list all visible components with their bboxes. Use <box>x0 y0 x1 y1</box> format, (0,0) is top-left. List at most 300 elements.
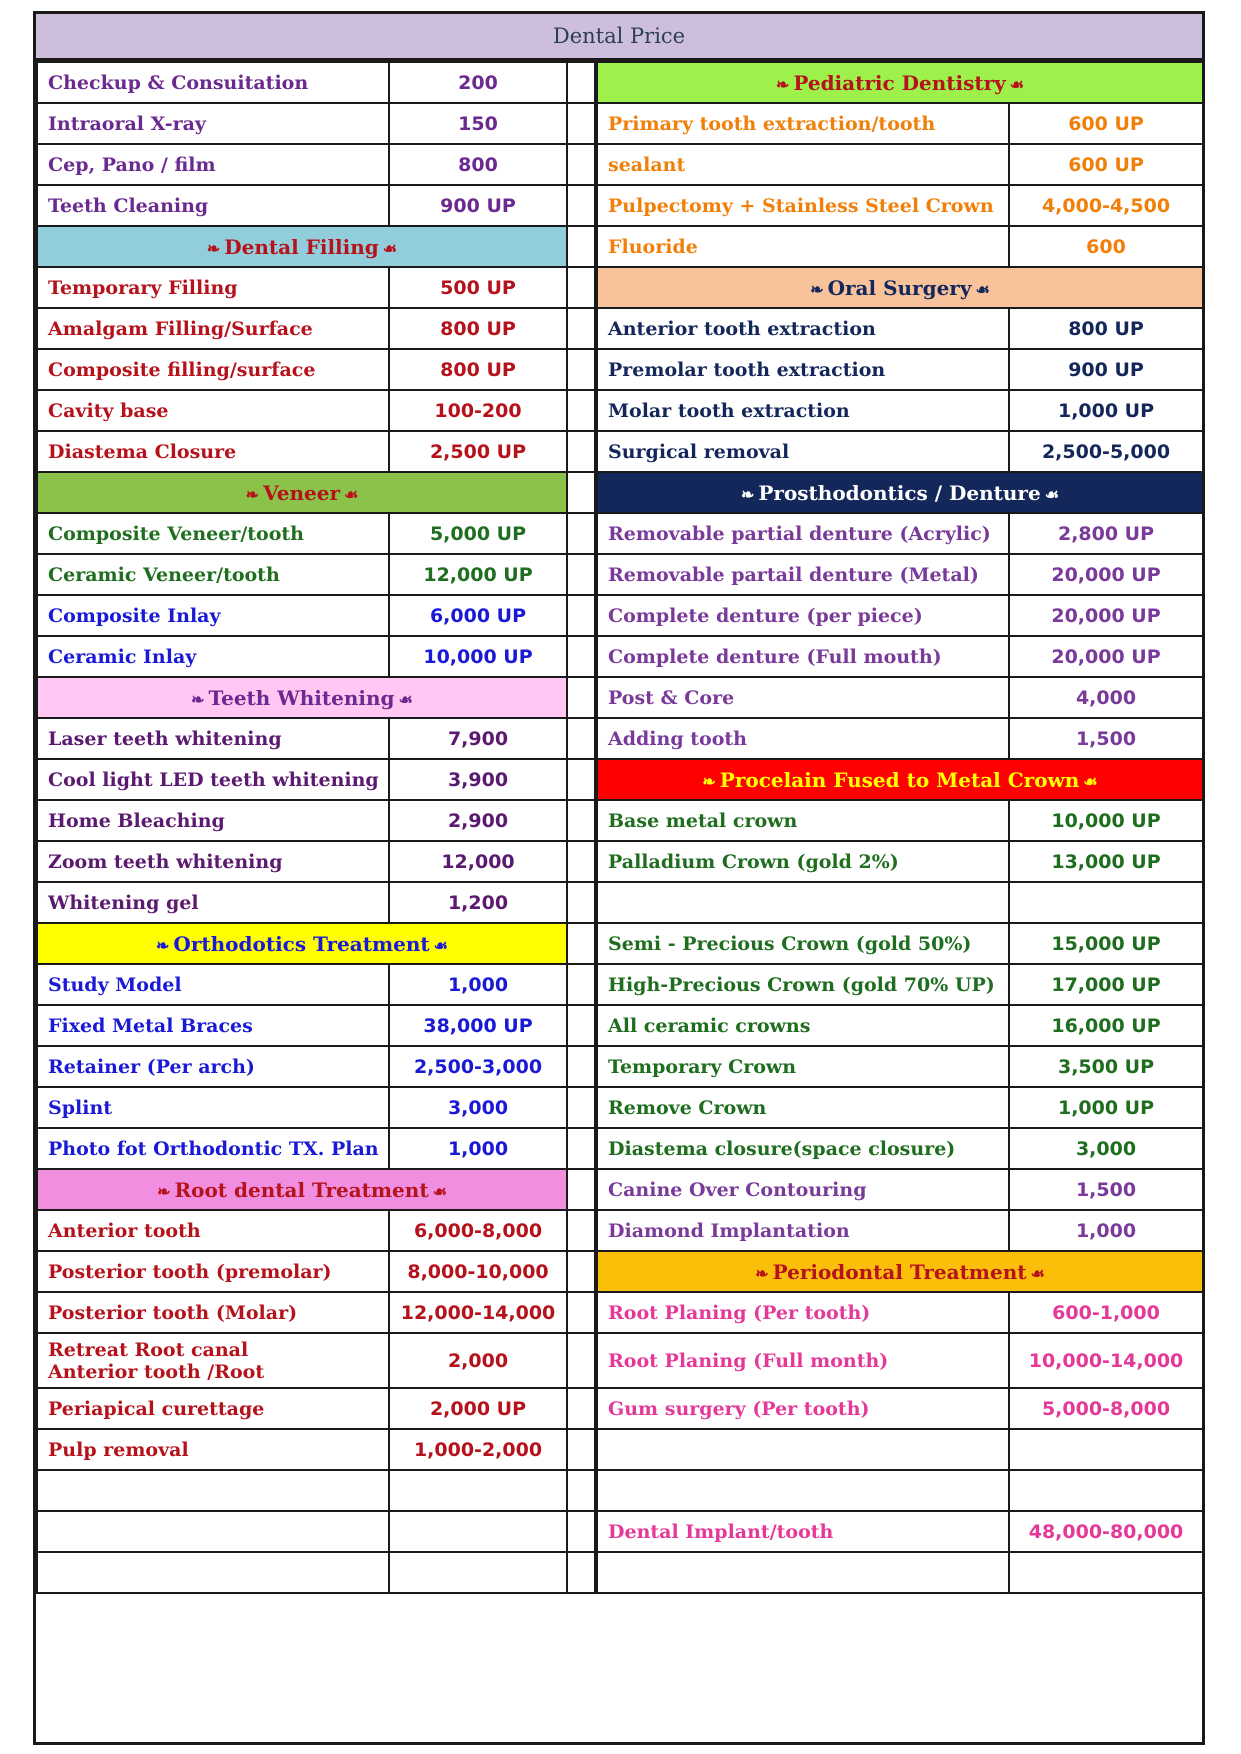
service-price: 1,000 <box>389 964 567 1005</box>
service-name: Pulp removal <box>37 1429 389 1470</box>
blank-row <box>37 1552 567 1593</box>
spacer-cell <box>567 718 595 759</box>
blank-cell <box>597 1429 1009 1470</box>
service-price: 12,000 <box>389 841 567 882</box>
spacer-cell <box>567 1005 595 1046</box>
service-price: 800 UP <box>389 308 567 349</box>
price-row <box>597 226 1203 267</box>
spacer-cell <box>567 472 595 513</box>
service-price: 3,500 UP <box>1009 1046 1203 1087</box>
section-title: Periodontal Treatment <box>772 1259 1027 1284</box>
service-price: 800 <box>389 144 567 185</box>
blank-cell <box>1009 1429 1203 1470</box>
spacer-row <box>567 226 595 267</box>
ornament-right-icon: ☙ <box>1009 74 1025 94</box>
spacer-row <box>567 1552 595 1593</box>
ornament-left-icon: ❧ <box>191 689 205 709</box>
service-price: 600 UP <box>1009 103 1203 144</box>
service-price: 3,000 <box>1009 1128 1203 1169</box>
spacer-row <box>567 554 595 595</box>
service-price: 6,000 UP <box>389 595 567 636</box>
price-row <box>37 349 567 390</box>
spacer-cell <box>567 1169 595 1210</box>
spacer-cell <box>567 308 595 349</box>
price-row <box>37 267 567 308</box>
price-row <box>37 144 567 185</box>
spacer-row <box>567 390 595 431</box>
ornament-right-icon: ☙ <box>1044 484 1060 504</box>
service-name: Whitening gel <box>37 882 389 923</box>
service-price: 6,000-8,000 <box>389 1210 567 1251</box>
price-row <box>597 800 1203 841</box>
section-title: Veneer <box>263 480 340 505</box>
section-title: Teeth Whitening <box>208 685 395 710</box>
ornament-left-icon: ❧ <box>156 935 170 955</box>
service-price: 48,000-80,000 <box>1009 1511 1203 1552</box>
service-price: 1,000 <box>1009 1210 1203 1251</box>
section-header-procelain-fused-to-metal-crown <box>597 759 1203 800</box>
spacer-cell <box>567 1552 595 1593</box>
service-name: Anterior tooth extraction <box>597 308 1009 349</box>
service-name: Cool light LED teeth whitening <box>37 759 389 800</box>
blank-row <box>37 1470 567 1511</box>
spacer-cell <box>567 103 595 144</box>
spacer-row <box>567 62 595 103</box>
blank-row <box>597 1552 1203 1593</box>
section-header-veneer <box>37 472 567 513</box>
spacer-row <box>567 308 595 349</box>
spacer-cell <box>567 226 595 267</box>
page-title: Dental Price <box>36 14 1202 61</box>
spacer-row <box>567 1388 595 1429</box>
spacer-cell <box>567 267 595 308</box>
price-row <box>597 513 1203 554</box>
price-row <box>37 800 567 841</box>
price-row <box>597 144 1203 185</box>
price-row <box>597 1169 1203 1210</box>
service-price: 2,500-5,000 <box>1009 431 1203 472</box>
service-name: Composite Inlay <box>37 595 389 636</box>
price-row <box>37 431 567 472</box>
blank-cell <box>37 1470 389 1511</box>
price-row <box>597 431 1203 472</box>
spacer-row <box>567 1251 595 1292</box>
service-price: 1,000 UP <box>1009 1087 1203 1128</box>
ornament-right-icon: ☙ <box>433 935 448 955</box>
spacer-row <box>567 472 595 513</box>
section-header-cell <box>37 226 567 267</box>
service-price: 2,900 <box>389 800 567 841</box>
price-row <box>37 513 567 554</box>
blank-cell <box>597 1470 1009 1511</box>
spacer-cell <box>567 1429 595 1470</box>
spacer-row <box>567 1511 595 1552</box>
spacer-row <box>567 595 595 636</box>
price-row <box>37 1333 567 1388</box>
price-row <box>597 1005 1203 1046</box>
blank-cell <box>597 1552 1009 1593</box>
section-title: Dental Filling <box>224 234 379 259</box>
service-name: Semi - Precious Crown (gold 50%) <box>597 923 1009 964</box>
spacer-cell <box>567 390 595 431</box>
price-row <box>597 718 1203 759</box>
price-row <box>37 1251 567 1292</box>
service-name: Remove Crown <box>597 1087 1009 1128</box>
service-name: Fixed Metal Braces <box>37 1005 389 1046</box>
spacer-cell <box>567 185 595 226</box>
service-name: Posterior tooth (Molar) <box>37 1292 389 1333</box>
price-row <box>597 677 1203 718</box>
service-name: Surgical removal <box>597 431 1009 472</box>
section-header-prosthodontics-denture <box>597 472 1203 513</box>
price-row <box>597 841 1203 882</box>
service-name: Teeth Cleaning <box>37 185 389 226</box>
spacer-row <box>567 718 595 759</box>
price-row <box>597 390 1203 431</box>
spacer-cell <box>567 144 595 185</box>
spacer-row <box>567 759 595 800</box>
service-price: 3,000 <box>389 1087 567 1128</box>
service-name: Composite filling/surface <box>37 349 389 390</box>
spacer-row <box>567 964 595 1005</box>
service-name: Adding tooth <box>597 718 1009 759</box>
section-title: Prosthodontics / Denture <box>758 480 1041 505</box>
price-row <box>597 1333 1203 1388</box>
service-name: Temporary Crown <box>597 1046 1009 1087</box>
spacer-row <box>567 1429 595 1470</box>
ornament-left-icon: ❧ <box>245 484 260 504</box>
ornament-left-icon: ❧ <box>775 74 790 94</box>
service-price: 5,000-8,000 <box>1009 1388 1203 1429</box>
blank-cell <box>389 1470 567 1511</box>
service-price: 1,000-2,000 <box>389 1429 567 1470</box>
right-price-table <box>596 61 1204 1594</box>
section-title: Procelain Fused to Metal Crown <box>719 767 1080 792</box>
service-name: Posterior tooth (premolar) <box>37 1251 389 1292</box>
section-header-cell <box>597 472 1203 513</box>
ornament-right-icon: ☙ <box>432 1181 447 1201</box>
section-header-pediatric-dentistry <box>597 62 1203 103</box>
spacer-row <box>567 103 595 144</box>
spacer-cell <box>567 1333 595 1388</box>
service-price: 10,000 UP <box>389 636 567 677</box>
service-name: Study Model <box>37 964 389 1005</box>
price-row <box>37 1292 567 1333</box>
spacer-cell <box>567 841 595 882</box>
price-row <box>597 636 1203 677</box>
service-price: 3,900 <box>389 759 567 800</box>
section-title: Orthodotics Treatment <box>173 931 430 956</box>
section-header-periodontal-treatment <box>597 1251 1203 1292</box>
service-name <box>37 1333 389 1388</box>
spacer-cell <box>567 636 595 677</box>
service-price: 12,000 UP <box>389 554 567 595</box>
service-price: 800 UP <box>1009 308 1203 349</box>
section-header-cell <box>597 1251 1203 1292</box>
blank-cell <box>37 1511 389 1552</box>
service-name: Gum surgery (Per tooth) <box>597 1388 1009 1429</box>
service-price: 4,000-4,500 <box>1009 185 1203 226</box>
price-sheet <box>33 11 1205 1745</box>
service-name: Diamond Implantation <box>597 1210 1009 1251</box>
spacer-row <box>567 185 595 226</box>
service-price: 1,000 UP <box>1009 390 1203 431</box>
section-header-dental-filling <box>37 226 567 267</box>
service-price: 13,000 UP <box>1009 841 1203 882</box>
service-price: 150 <box>389 103 567 144</box>
service-name: Splint <box>37 1087 389 1128</box>
ornament-right-icon: ☙ <box>1030 1263 1045 1283</box>
price-row <box>37 636 567 677</box>
blank-cell <box>389 1552 567 1593</box>
spacer-cell <box>567 1210 595 1251</box>
ornament-left-icon: ❧ <box>157 1181 171 1201</box>
blank-cell <box>1009 882 1203 923</box>
service-price: 2,800 UP <box>1009 513 1203 554</box>
service-name: Temporary Filling <box>37 267 389 308</box>
spacer-row <box>567 1046 595 1087</box>
blank-row <box>597 1429 1203 1470</box>
service-price: 500 UP <box>389 267 567 308</box>
service-name: All ceramic crowns <box>597 1005 1009 1046</box>
service-name: Post & Core <box>597 677 1009 718</box>
price-row <box>37 1087 567 1128</box>
ornament-left-icon: ❧ <box>702 771 716 791</box>
service-name: Checkup & Consuitation <box>37 62 389 103</box>
service-price: 800 UP <box>389 349 567 390</box>
service-name: Complete denture (Full mouth) <box>597 636 1009 677</box>
spacer-row <box>567 431 595 472</box>
blank-cell <box>1009 1552 1203 1593</box>
service-price: 1,500 <box>1009 718 1203 759</box>
service-price: 16,000 UP <box>1009 1005 1203 1046</box>
service-price: 100-200 <box>389 390 567 431</box>
ornament-left-icon: ❧ <box>810 279 824 299</box>
ornament-right-icon: ☙ <box>975 279 990 299</box>
price-row <box>597 1292 1203 1333</box>
service-price: 2,000 <box>389 1333 567 1388</box>
spacer-cell <box>567 923 595 964</box>
section-title: Root dental Treatment <box>174 1177 429 1202</box>
spacer-row <box>567 1169 595 1210</box>
service-name: Ceramic Inlay <box>37 636 389 677</box>
service-price: 10,000 UP <box>1009 800 1203 841</box>
service-name: Palladium Crown (gold 2%) <box>597 841 1009 882</box>
spacer-cell <box>567 349 595 390</box>
spacer-row <box>567 1292 595 1333</box>
spacer-cell <box>567 595 595 636</box>
service-name: Zoom teeth whitening <box>37 841 389 882</box>
service-name: Amalgam Filling/Surface <box>37 308 389 349</box>
spacer-row <box>567 513 595 554</box>
price-row <box>597 349 1203 390</box>
section-title: Oral Surgery <box>827 275 972 300</box>
section-header-orthodotics-treatment <box>37 923 567 964</box>
service-price: 2,000 UP <box>389 1388 567 1429</box>
ornament-right-icon: ☙ <box>398 689 413 709</box>
service-price: 20,000 UP <box>1009 636 1203 677</box>
service-name: Complete denture (per piece) <box>597 595 1009 636</box>
service-price: 2,500 UP <box>389 431 567 472</box>
service-name: Removable partial denture (Acrylic) <box>597 513 1009 554</box>
ornament-right-icon: ☙ <box>1083 771 1098 791</box>
price-row <box>597 1087 1203 1128</box>
section-header-teeth-whitening <box>37 677 567 718</box>
service-name: Primary tooth extraction/tooth <box>597 103 1009 144</box>
ornament-right-icon: ☙ <box>382 238 398 258</box>
price-row <box>597 308 1203 349</box>
section-title: Pediatric Dentistry <box>793 70 1006 95</box>
price-row <box>37 595 567 636</box>
section-header-cell <box>37 677 567 718</box>
spacer-cell <box>567 431 595 472</box>
blank-row <box>37 1511 567 1552</box>
service-price: 17,000 UP <box>1009 964 1203 1005</box>
ornament-left-icon: ❧ <box>755 1263 769 1283</box>
section-header-cell <box>37 1169 567 1210</box>
section-header-cell <box>597 62 1203 103</box>
spacer-column <box>566 61 596 1594</box>
price-row <box>597 964 1203 1005</box>
spacer-row <box>567 841 595 882</box>
blank-cell <box>597 882 1009 923</box>
price-row <box>37 185 567 226</box>
service-name: Ceramic Veneer/tooth <box>37 554 389 595</box>
spacer-cell <box>567 1128 595 1169</box>
spacer-row <box>567 1005 595 1046</box>
section-header-root-dental-treatment <box>37 1169 567 1210</box>
price-row <box>597 1128 1203 1169</box>
spacer-cell <box>567 1388 595 1429</box>
service-name: Anterior tooth <box>37 1210 389 1251</box>
spacer-cell <box>567 1292 595 1333</box>
section-header-cell <box>37 923 567 964</box>
left-price-table <box>36 61 568 1594</box>
service-price: 20,000 UP <box>1009 595 1203 636</box>
price-row <box>597 1388 1203 1429</box>
service-price: 900 UP <box>389 185 567 226</box>
price-row <box>37 1429 567 1470</box>
service-price: 600 <box>1009 226 1203 267</box>
spacer-cell <box>567 554 595 595</box>
price-row <box>37 1388 567 1429</box>
spacer-cell <box>567 1046 595 1087</box>
service-name: Pulpectomy + Stainless Steel Crown <box>597 185 1009 226</box>
service-price: 8,000-10,000 <box>389 1251 567 1292</box>
service-name: Diastema closure(space closure) <box>597 1128 1009 1169</box>
price-row <box>597 185 1203 226</box>
section-header-cell <box>597 267 1203 308</box>
price-row <box>37 554 567 595</box>
service-name: Retainer (Per arch) <box>37 1046 389 1087</box>
service-price: 5,000 UP <box>389 513 567 554</box>
spacer-row <box>567 882 595 923</box>
spacer-row <box>567 636 595 677</box>
spacer-cell <box>567 513 595 554</box>
service-price: 1,500 <box>1009 1169 1203 1210</box>
service-price: 200 <box>389 62 567 103</box>
service-name-line1: Retreat Root canal <box>48 1338 249 1361</box>
spacer-cell <box>567 800 595 841</box>
service-price: 600-1,000 <box>1009 1292 1203 1333</box>
price-row <box>597 595 1203 636</box>
price-row <box>597 554 1203 595</box>
spacer-cell <box>567 1470 595 1511</box>
service-name: Canine Over Contouring <box>597 1169 1009 1210</box>
spacer-row <box>567 1087 595 1128</box>
service-price: 600 UP <box>1009 144 1203 185</box>
service-price: 4,000 <box>1009 677 1203 718</box>
service-price: 12,000-14,000 <box>389 1292 567 1333</box>
spacer-cell <box>567 677 595 718</box>
service-name: Laser teeth whitening <box>37 718 389 759</box>
service-name: Home Bleaching <box>37 800 389 841</box>
service-name: Dental Implant/tooth <box>597 1511 1009 1552</box>
service-name: Removable partail denture (Metal) <box>597 554 1009 595</box>
price-row <box>597 103 1203 144</box>
spacer-row <box>567 1128 595 1169</box>
section-header-cell <box>37 472 567 513</box>
service-name: Intraoral X-ray <box>37 103 389 144</box>
spacer-cell <box>567 882 595 923</box>
price-row <box>597 1210 1203 1251</box>
service-name: Photo fot Orthodontic TX. Plan <box>37 1128 389 1169</box>
price-row <box>597 1511 1203 1552</box>
blank-row <box>597 882 1203 923</box>
spacer-cell <box>567 62 595 103</box>
service-price: 20,000 UP <box>1009 554 1203 595</box>
ornament-left-icon: ❧ <box>206 238 221 258</box>
ornament-right-icon: ☙ <box>344 484 359 504</box>
service-name: Fluoride <box>597 226 1009 267</box>
spacer-cell <box>567 964 595 1005</box>
price-row <box>37 1046 567 1087</box>
price-row <box>37 103 567 144</box>
price-row <box>37 1210 567 1251</box>
blank-cell <box>37 1552 389 1593</box>
price-row <box>37 308 567 349</box>
price-row <box>37 964 567 1005</box>
blank-cell <box>389 1511 567 1552</box>
service-name: Root Planing (Per tooth) <box>597 1292 1009 1333</box>
spacer-row <box>567 1210 595 1251</box>
price-row <box>37 882 567 923</box>
section-header-cell <box>597 759 1203 800</box>
service-price: 10,000-14,000 <box>1009 1333 1203 1388</box>
price-row <box>37 759 567 800</box>
service-price: 15,000 UP <box>1009 923 1203 964</box>
price-row <box>597 1046 1203 1087</box>
spacer-row <box>567 677 595 718</box>
service-name: sealant <box>597 144 1009 185</box>
spacer-cell <box>567 1087 595 1128</box>
service-name: Composite Veneer/tooth <box>37 513 389 554</box>
price-row <box>597 923 1203 964</box>
spacer-cell <box>567 759 595 800</box>
service-price: 38,000 UP <box>389 1005 567 1046</box>
service-price: 1,200 <box>389 882 567 923</box>
blank-row <box>597 1470 1203 1511</box>
service-price: 1,000 <box>389 1128 567 1169</box>
service-name: Cep, Pano / film <box>37 144 389 185</box>
service-name: Periapical curettage <box>37 1388 389 1429</box>
service-name: High-Precious Crown (gold 70% UP) <box>597 964 1009 1005</box>
service-price: 2,500-3,000 <box>389 1046 567 1087</box>
price-row <box>37 62 567 103</box>
service-price: 7,900 <box>389 718 567 759</box>
service-name: Molar tooth extraction <box>597 390 1009 431</box>
spacer-cell <box>567 1511 595 1552</box>
